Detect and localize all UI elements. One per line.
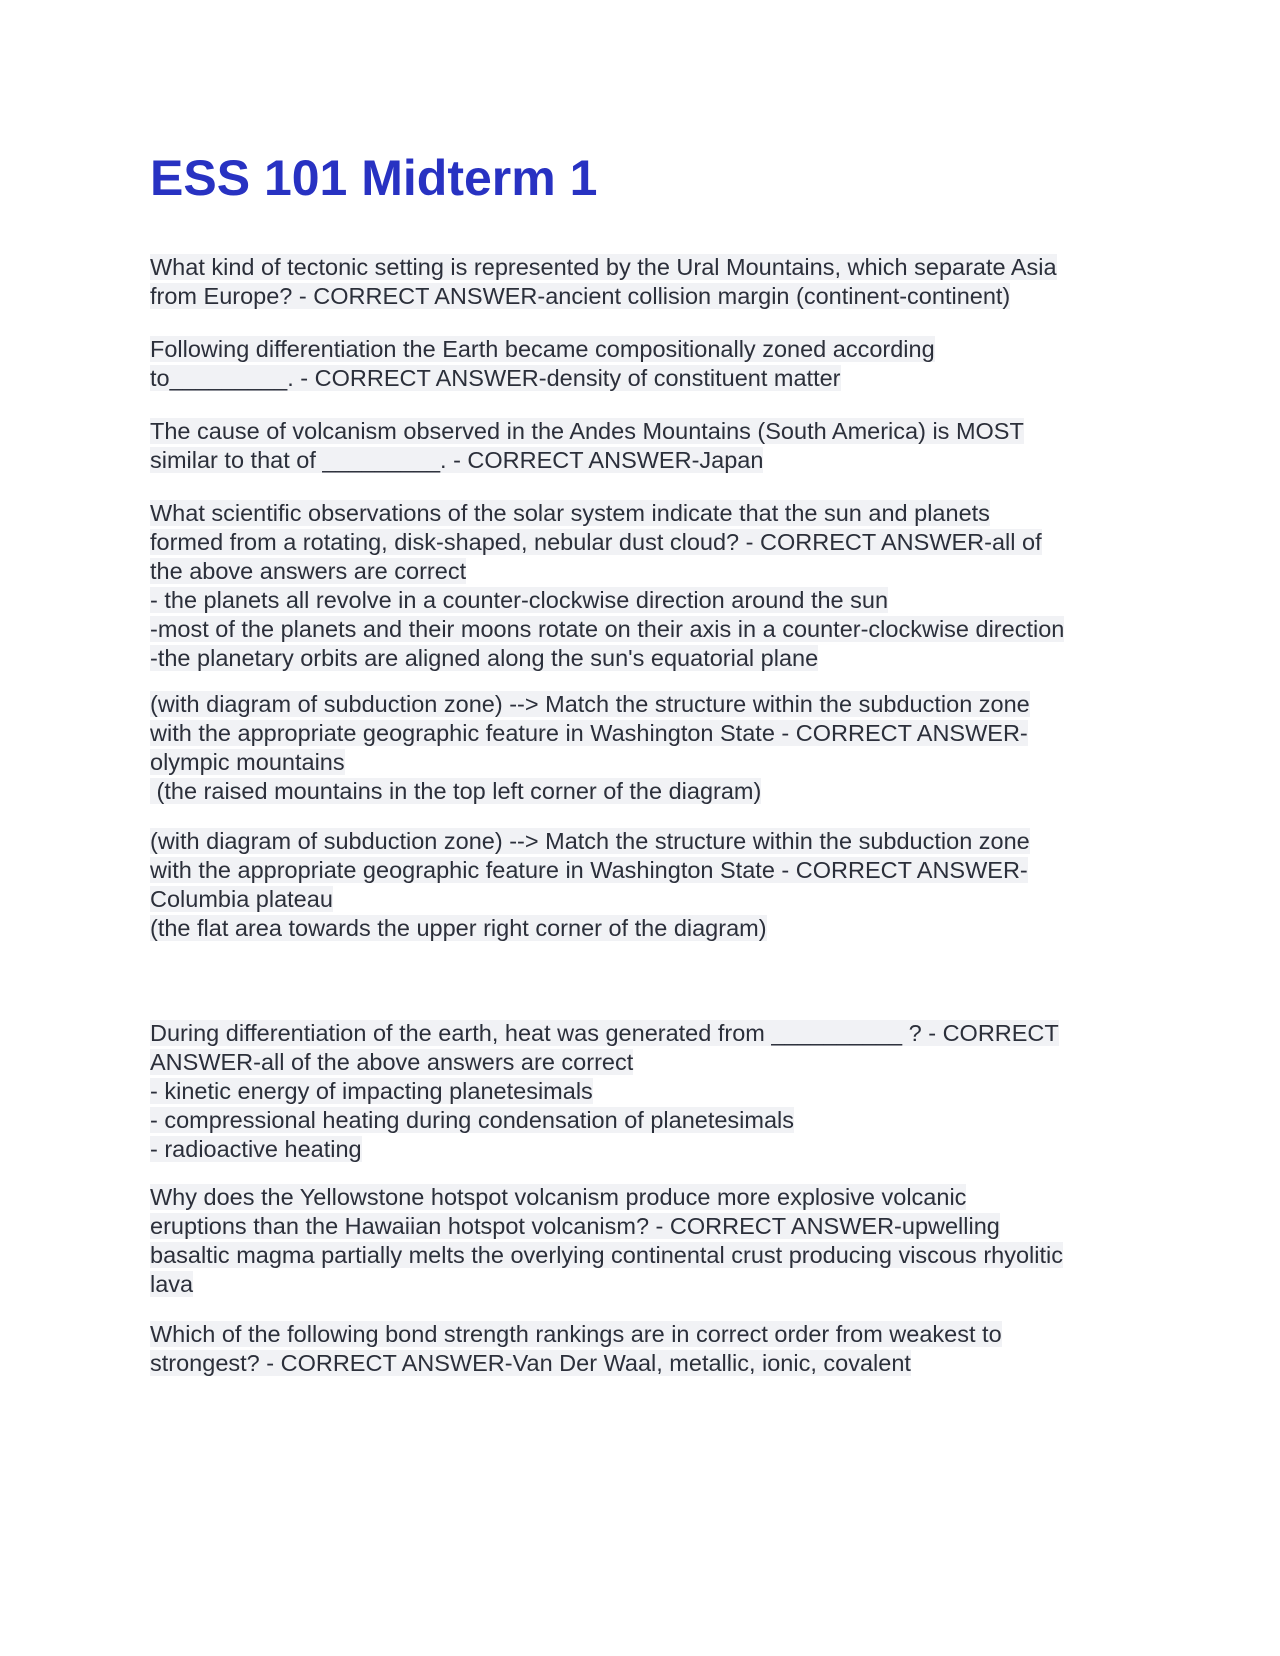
qa-line-text: - radioactive heating [150,1136,362,1162]
qa-item [150,827,1150,943]
qa-line-text: (with diagram of subduction zone) --> Match the structure within the subduction zone [150,828,1030,854]
qa-line [150,586,1150,615]
qa-line [150,499,1150,528]
qa-line-text: the above answers are correct [150,558,467,584]
qa-line [150,719,1150,748]
qa-item [150,417,1150,475]
qa-line [150,827,1150,856]
qa-line-text: Why does the Yellowstone hotspot volcanism produce more explosive volcanic [150,1184,967,1210]
qa-line [150,253,1150,282]
qa-line-text: What scientific observations of the solar system indicate that the sun and planets [150,500,990,526]
qa-line [150,1106,1150,1135]
qa-line-text: -most of the planets and their moons rotate on their axis in a counter-clockwise direction [150,616,1065,642]
qa-line [150,914,1150,943]
qa-line-text: (the flat area towards the upper right corner of the diagram) [150,915,767,941]
qa-line-text: -the planetary orbits are aligned along the sun's equatorial plane [150,645,819,671]
qa-line-text: What kind of tectonic setting is represented by the Ural Mountains, which separate Asia [150,254,1057,280]
qa-line [150,1349,1150,1378]
qa-line [150,1241,1150,1270]
qa-line [150,335,1150,364]
qa-line [150,644,1150,673]
qa-line [150,777,1150,806]
qa-line-text: Following differentiation the Earth became compositionally zoned according [150,336,935,362]
qa-line [150,1048,1150,1077]
qa-item [150,499,1150,673]
qa-line-text: olympic mountains [150,749,345,775]
qa-line-text: - kinetic energy of impacting planetesimals [150,1078,593,1104]
qa-line-text: formed from a rotating, disk-shaped, nebular dust cloud? - CORRECT ANSWER-all of [150,529,1042,555]
qa-line [150,528,1150,557]
qa-line [150,690,1150,719]
qa-line-text: The cause of volcanism observed in the Andes Mountains (South America) is MOST [150,418,1024,444]
qa-line-text: ANSWER-all of the above answers are correct [150,1049,634,1075]
qa-line-text: basaltic magma partially melts the overlying continental crust producing viscous rhyolitic [150,1242,1063,1268]
qa-line-text: (the raised mountains in the top left corner of the diagram) [150,778,762,804]
qa-item [150,690,1150,806]
qa-line-text: Which of the following bond strength rankings are in correct order from weakest to [150,1321,1002,1347]
qa-line-text: to_________. - CORRECT ANSWER-density of constituent matter [150,365,841,391]
qa-line-text: with the appropriate geographic feature in Washington State - CORRECT ANSWER- [150,720,1028,746]
qa-line [150,856,1150,885]
qa-line-text: During differentiation of the earth, heat was generated from __________ ? - CORRECT [150,1020,1059,1046]
qa-line [150,417,1150,446]
qa-line [150,615,1150,644]
qa-item [150,1019,1150,1164]
qa-line-text: lava [150,1271,194,1297]
qa-line [150,446,1150,475]
qa-line-text: Columbia plateau [150,886,333,912]
qa-item [150,335,1150,393]
qa-line-text: - compressional heating during condensation of planetesimals [150,1107,795,1133]
qa-line-text: strongest? - CORRECT ANSWER-Van Der Waal, metallic, ionic, covalent [150,1350,911,1376]
qa-line [150,1270,1150,1299]
qa-line-text: from Europe? - CORRECT ANSWER-ancient collision margin (continent-continent) [150,283,1011,309]
qa-line [150,557,1150,586]
qa-item [150,1183,1150,1299]
qa-line [150,1077,1150,1106]
qa-line [150,282,1150,311]
qa-line-text: (with diagram of subduction zone) --> Match the structure within the subduction zone [150,691,1030,717]
qa-line [150,1212,1150,1241]
qa-line [150,748,1150,777]
qa-line [150,1019,1150,1048]
qa-line [150,885,1150,914]
qa-line-text: with the appropriate geographic feature in Washington State - CORRECT ANSWER- [150,857,1028,883]
qa-line [150,1320,1150,1349]
qa-line [150,1183,1150,1212]
qa-line-text: eruptions than the Hawaiian hotspot volcanism? - CORRECT ANSWER-upwelling [150,1213,1000,1239]
qa-line-text: - the planets all revolve in a counter-clockwise direction around the sun [150,587,889,613]
page-title: ESS 101 Midterm 1 [150,150,598,206]
qa-line [150,1135,1150,1164]
qa-line-text: similar to that of _________. - CORRECT ANSWER-Japan [150,447,764,473]
qa-item [150,253,1150,311]
qa-line [150,364,1150,393]
qa-item [150,1320,1150,1378]
